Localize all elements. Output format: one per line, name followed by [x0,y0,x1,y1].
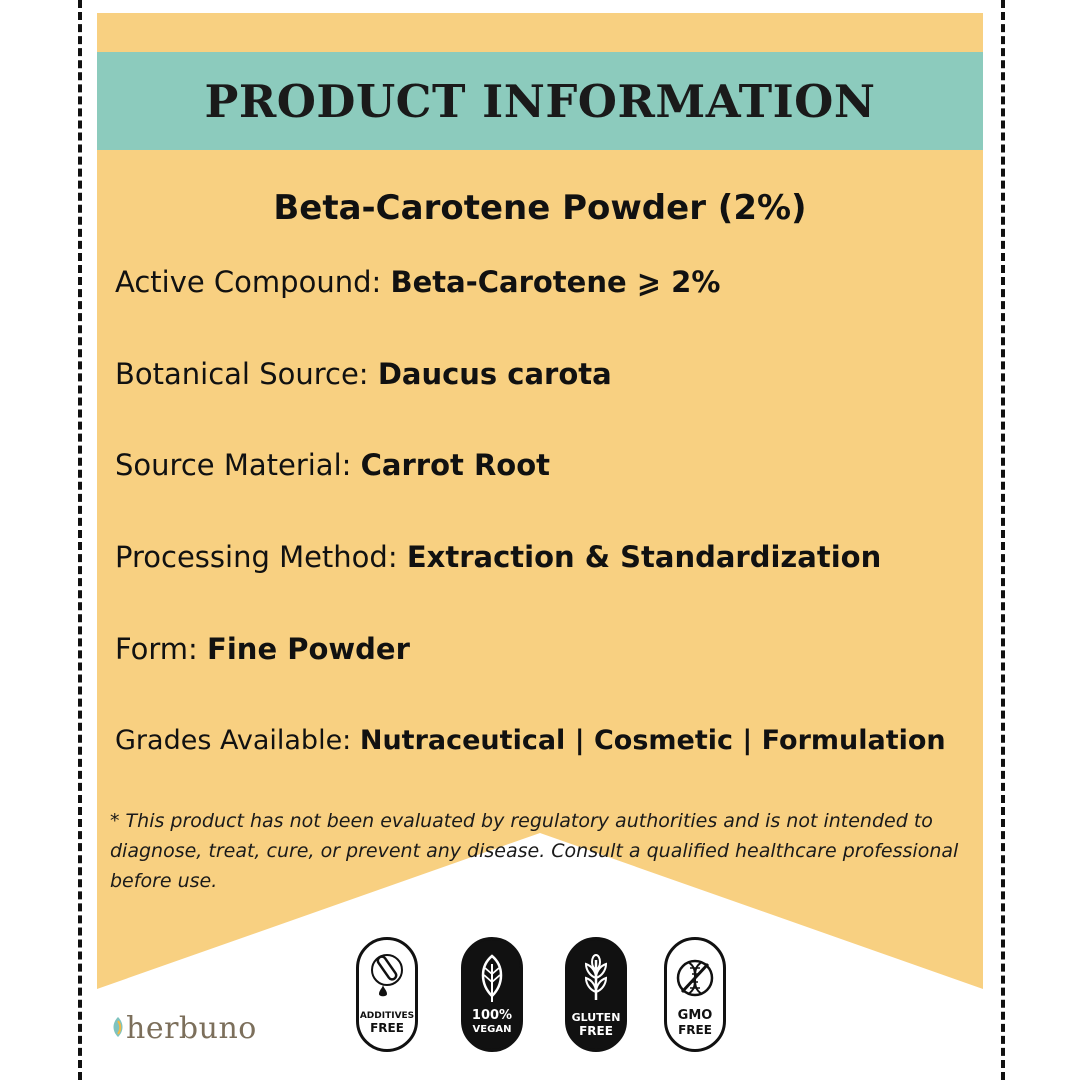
detail-value: Carrot Root [360,448,551,482]
right-dashed-border [1001,0,1005,1080]
page-title: PRODUCT INFORMATION [204,74,876,128]
brand-logo [110,1008,257,1048]
badge-line1: GLUTEN [571,1011,621,1024]
disclaimer-text: * This product has not been evaluated by regulatory authorities and is not intended to diagnose, treat, cure, or prevent any disease. Consult a qualified healthcare professional before use. [110,810,959,892]
leaf-drop-icon [110,1013,126,1043]
badge-line2: FREE [579,1024,613,1038]
badge-line2: VEGAN [472,1024,512,1035]
badge-line1: GMO [677,1008,713,1023]
brand-name: herbuno [126,1010,257,1046]
left-dashed-border [78,0,82,1080]
detail-row-processing-method [115,540,881,574]
detail-label: Form: [115,632,208,666]
detail-row-grades-available [115,725,946,756]
detail-value: Nutraceutical | Cosmetic | Formulation [359,725,946,756]
additives-free-badge [356,937,418,1052]
detail-value: Fine Powder [207,632,410,666]
detail-value: Extraction & Standardization [406,540,882,574]
badge-line1: ADDITIVES [359,1011,415,1021]
wheat-icon [576,950,616,1006]
detail-label: Processing Method: [115,540,407,574]
detail-row-form [115,632,410,666]
detail-row-active-compound [115,265,720,299]
product-name: Beta-Carotene Powder (2%) [273,188,807,228]
detail-label: Source Material: [115,448,361,482]
detail-row-botanical-source [115,357,612,391]
detail-value: Daucus carota [377,357,612,391]
detail-label: Botanical Source: [115,357,378,391]
detail-row-source-material [115,448,550,482]
gluten-free-badge [565,937,627,1052]
vegan-badge [461,937,523,1052]
badge-line2: FREE [678,1023,712,1037]
detail-label: Grades Available: [115,725,360,756]
badge-line1: 100% [471,1008,513,1023]
badge-line2: FREE [370,1021,404,1035]
title-bar [97,52,983,150]
detail-label: Active Compound: [115,265,391,299]
dna-crossed-icon [675,950,715,1006]
test-tube-icon [369,950,405,1006]
gmo-free-badge [664,937,726,1052]
leaf-icon [472,950,512,1006]
detail-value: Beta-Carotene ⩾ 2% [390,265,721,299]
